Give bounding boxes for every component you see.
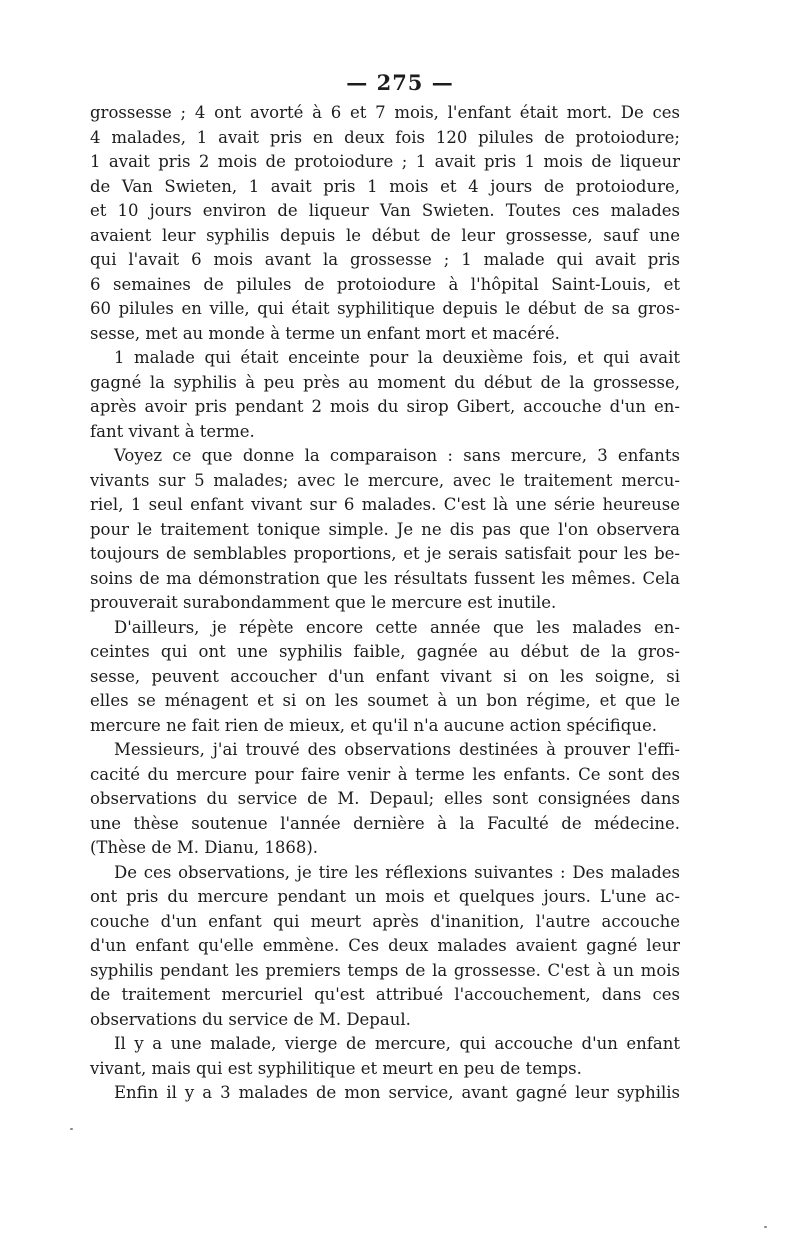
paragraph: [90, 444, 680, 616]
text-line: grossesse ; 4 ont avorté à 6 et 7 mois, l'enfant était mort. De ces: [90, 103, 680, 122]
paragraph: [90, 101, 680, 346]
text-line: sesse, peuvent accoucher d'un enfant vivant si on les soigne, si: [90, 666, 680, 686]
text-line: après avoir pris pendant 2 mois du sirop Gibert, accouche d'un en-: [90, 397, 680, 416]
text-line: riel, 1 seul enfant vivant sur 6 malades. C'est là une série heureuse: [90, 495, 680, 514]
paragraph: [90, 861, 680, 1033]
text-line: D'ailleurs, je répète encore cette année que les malades en-: [114, 617, 680, 637]
text-line: d'un enfant qu'elle emmène. Ces deux malades avaient gagné leur: [90, 936, 680, 955]
text-line: observations du service de M. Depaul.: [90, 1009, 411, 1029]
text-line: pour le traitement tonique simple. Je ne dis pas que l'on observera: [90, 519, 680, 539]
text-line: Il y a une malade, vierge de mercure, qui accouche d'un enfant: [114, 1034, 680, 1053]
text-line: elles se ménagent et si on les soumet à un bon régime, et que le: [90, 691, 680, 710]
text-line: ceintes qui ont une syphilis faible, gagnée au début de la gros-: [90, 642, 680, 661]
page-number: — 275 —: [346, 70, 454, 95]
text-line: Messieurs, j'ai trouvé des observations destinées à prouver l'effi-: [114, 740, 680, 759]
text-line: (Thèse de M. Dianu, 1868).: [90, 838, 319, 857]
text-line: Voyez ce que donne la comparaison : sans mercure, 3 enfants: [114, 446, 680, 465]
text-line: vivants sur 5 malades; avec le mercure, avec le traitement mercu-: [90, 470, 680, 490]
paragraph: [90, 346, 680, 444]
paragraph: [90, 1081, 680, 1106]
text-line: sesse, met au monde à terme un enfant mort et macéré.: [90, 323, 560, 343]
paragraph: [90, 616, 680, 739]
text-line: ont pris du mercure pendant un mois et quelques jours. L'une ac-: [90, 887, 680, 906]
text-line: soins de ma démonstration que les résultats fussent les mêmes. Cela: [90, 568, 680, 588]
text-line: prouverait surabondamment que le mercure est inutile.: [90, 593, 557, 612]
body-text: [90, 101, 680, 1106]
text-line: et 10 jours environ de liqueur Van Swieten. Toutes ces malades: [90, 201, 680, 220]
text-line: 60 pilules en ville, qui était syphilitique depuis le début de sa gros-: [90, 299, 680, 318]
text-line: 4 malades, 1 avait pris en deux fois 120 pilules de protoiodure;: [90, 127, 680, 147]
text-line: toujours de semblables proportions, et je serais satisfait pour les be-: [90, 544, 680, 563]
text-line: De ces observations, je tire les réflexions suivantes : Des malades: [114, 862, 680, 882]
text-line: fant vivant à terme.: [90, 421, 255, 441]
text-line: vivant, mais qui est syphilitique et meurt en peu de temps.: [90, 1058, 582, 1078]
text-line: couche d'un enfant qui meurt après d'inanition, l'autre accouche: [90, 911, 680, 931]
text-line: observations du service de M. Depaul; elles sont consignées dans: [90, 789, 680, 808]
scan-speck: [764, 1226, 767, 1228]
paragraph: [90, 738, 680, 861]
paragraph: [90, 1032, 680, 1081]
scan-speck: [70, 1128, 73, 1130]
text-line: cacité du mercure pour faire venir à terme les enfants. Ce sont des: [90, 764, 680, 784]
text-line: syphilis pendant les premiers temps de la grossesse. C'est à un mois: [90, 960, 680, 980]
text-line: 1 malade qui était enceinte pour la deuxième fois, et qui avait: [114, 348, 680, 367]
text-line: Enfin il y a 3 malades de mon service, avant gagné leur syphilis: [114, 1083, 680, 1102]
text-line: 1 avait pris 2 mois de protoiodure ; 1 avait pris 1 mois de liqueur: [90, 152, 680, 171]
text-line: avaient leur syphilis depuis le début de leur grossesse, sauf une: [90, 225, 680, 245]
text-line: mercure ne fait rien de mieux, et qu'il n'a aucune action spécifique.: [90, 715, 657, 735]
text-line: 6 semaines de pilules de protoiodure à l'hôpital Saint-Louis, et: [90, 274, 680, 294]
text-line: de traitement mercuriel qu'est attribué l'accouchement, dans ces: [90, 985, 680, 1004]
text-line: gagné la syphilis à peu près au moment du début de la grossesse,: [90, 372, 680, 392]
text-line: qui l'avait 6 mois avant la grossesse ; 1 malade qui avait pris: [90, 250, 680, 269]
text-line: de Van Swieten, 1 avait pris 1 mois et 4 jours de protoiodure,: [90, 176, 680, 196]
text-line: une thèse soutenue l'année dernière à la Faculté de médecine.: [90, 813, 680, 833]
